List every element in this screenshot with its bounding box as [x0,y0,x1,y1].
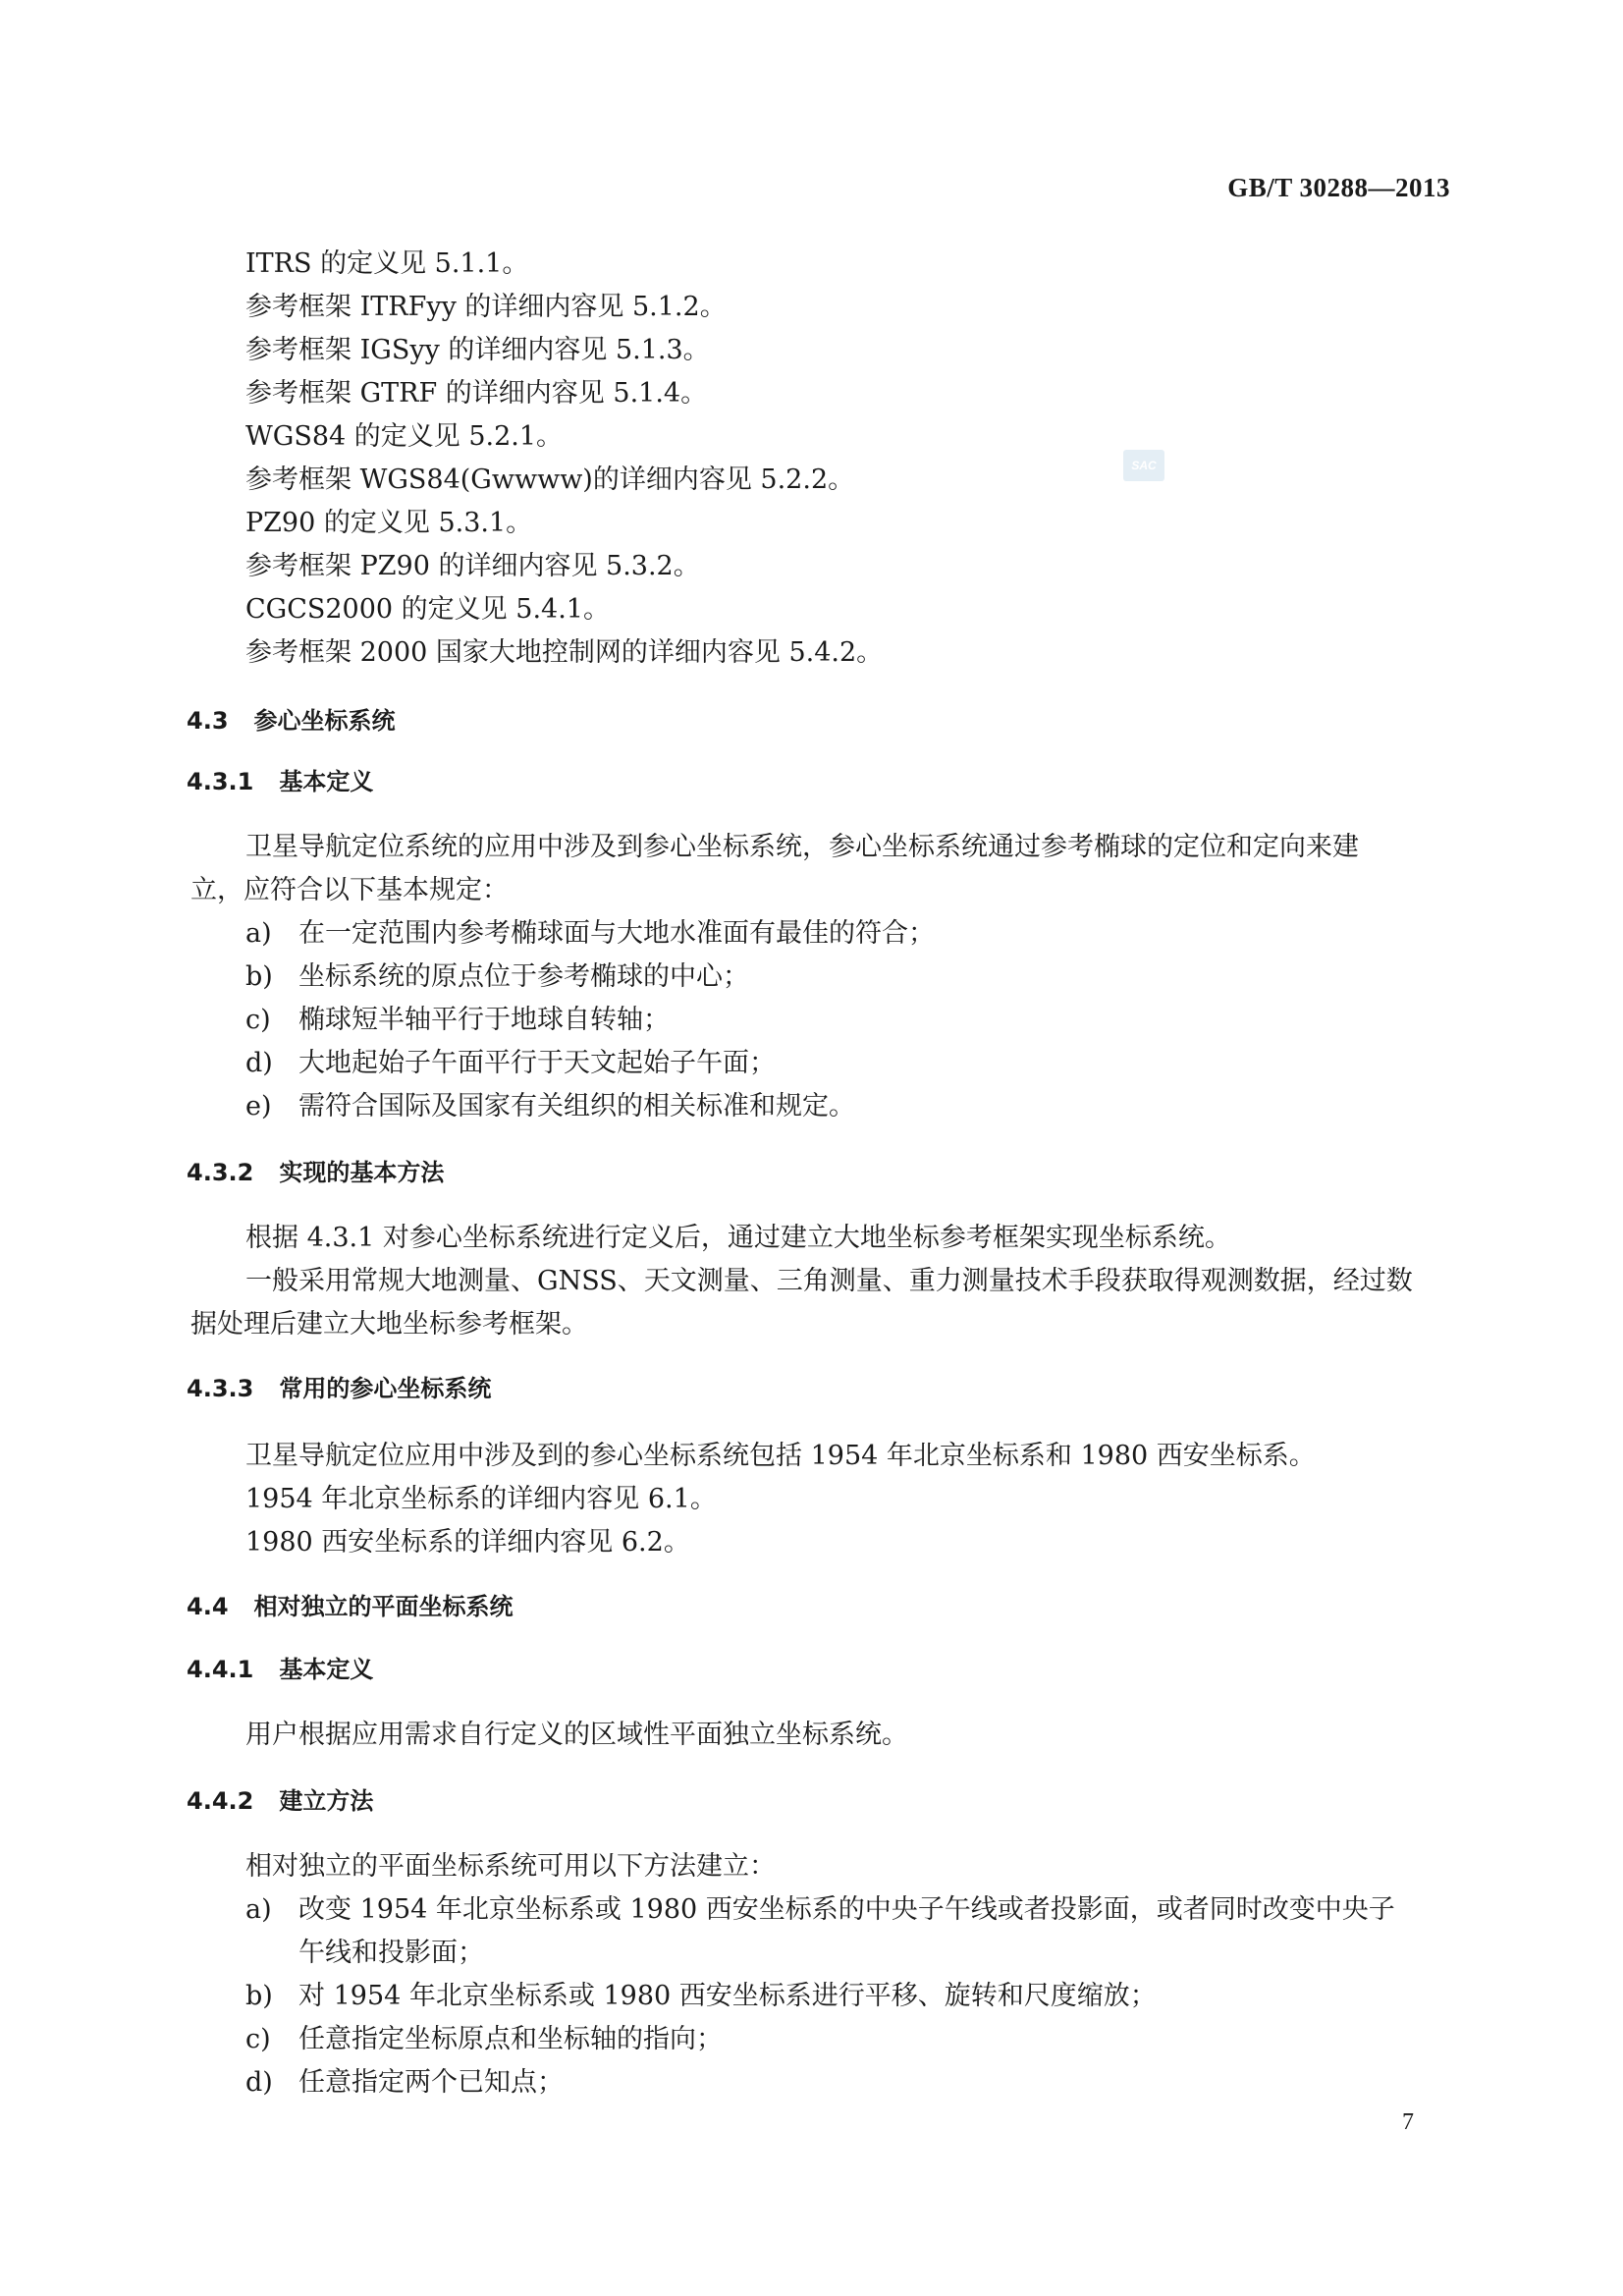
paragraph-line: 相对独立的平面坐标系统可用以下方法建立： [245,1851,776,1882]
section-number: 4.4 [187,1593,229,1620]
intro-line: WGS84 的定义见 5.2.1。 [245,421,564,452]
list-item: 需符合国际及国家有关组织的相关标准和规定。 [298,1091,855,1121]
section-number: 4.3 [187,707,229,735]
watermark-text: SAC [1131,459,1157,472]
section-title: 实现的基本方法 [279,1159,445,1186]
list-item: 坐标系统的原点位于参考椭球的中心； [298,961,749,992]
intro-line: 参考框架 ITRFyy 的详细内容见 5.1.2。 [245,292,727,322]
section-heading-4-3 [187,705,396,737]
paragraph-line: 据处理后建立大地坐标参考框架。 [190,1309,588,1339]
standard-code: GB/T 30288—2013 [1227,173,1450,202]
list-item: 大地起始子午面平行于天文起始子午面； [298,1048,776,1078]
section-number: 4.3.2 [187,1159,254,1186]
list-item: 改变 1954 年北京坐标系或 1980 西安坐标系的中央子午线或者投影面，或者同时改变中央子 [298,1894,1395,1925]
section-title: 常用的参心坐标系统 [279,1375,492,1402]
page-number: 7 [1402,2109,1414,2135]
list-item-letter: d) [245,2067,273,2098]
section-number: 4.3.3 [187,1375,254,1402]
section-heading-4-3-2 [187,1157,444,1188]
paragraph-line: 卫星导航定位系统的应用中涉及到参心坐标系统，参心坐标系统通过参考椭球的定位和定向来建 [245,832,1359,862]
list-item-letter: d) [245,1048,273,1078]
paragraph-line: 用户根据应用需求自行定义的区域性平面独立坐标系统。 [245,1720,908,1750]
list-item-letter: c) [245,2024,271,2054]
intro-line: 参考框架 PZ90 的详细内容见 5.3.2。 [245,551,700,581]
list-item-letter: a) [245,1894,272,1925]
section-number: 4.4.2 [187,1787,254,1815]
intro-line: 参考框架 2000 国家大地控制网的详细内容见 5.4.2。 [245,637,884,668]
intro-line: PZ90 的定义见 5.3.1。 [245,508,533,538]
list-item-letter: a) [245,918,272,949]
paragraph-line: 1954 年北京坐标系的详细内容见 6.1。 [245,1484,717,1514]
section-heading-4-3-1 [187,766,373,797]
list-item-letter: b) [245,1981,273,2011]
list-item: 在一定范围内参考椭球面与大地水准面有最佳的符合； [298,918,935,949]
section-title: 参心坐标系统 [253,707,396,735]
section-title: 建立方法 [279,1787,374,1815]
paragraph-line: 1980 西安坐标系的详细内容见 6.2。 [245,1527,690,1558]
section-number: 4.4.1 [187,1656,254,1683]
section-heading-4-4-2 [187,1785,373,1817]
section-title: 基本定义 [279,768,374,795]
intro-line: CGCS2000 的定义见 5.4.1。 [245,594,610,625]
paragraph-line: 卫星导航定位应用中涉及到的参心坐标系统包括 1954 年北京坐标系和 1980 西安坐标系。 [245,1441,1316,1471]
list-item-continuation: 午线和投影面； [298,1938,484,1968]
section-heading-4-3-3 [187,1373,491,1404]
intro-line: ITRS 的定义见 5.1.1。 [245,248,529,279]
intro-line: 参考框架 GTRF 的详细内容见 5.1.4。 [245,378,708,409]
paragraph-line: 根据 4.3.1 对参心坐标系统进行定义后，通过建立大地坐标参考框架实现坐标系统。 [245,1223,1231,1253]
section-title: 基本定义 [279,1656,374,1683]
paragraph-line: 一般采用常规大地测量、GNSS、天文测量、三角测量、重力测量技术手段获取得观测数据，经过数 [245,1266,1413,1296]
list-item: 任意指定两个已知点； [298,2067,564,2098]
list-item: 任意指定坐标原点和坐标轴的指向； [298,2024,723,2054]
list-item-letter: c) [245,1005,271,1035]
intro-line: 参考框架 IGSyy 的详细内容见 5.1.3。 [245,335,710,365]
sac-watermark-logo [1123,450,1164,481]
section-number: 4.3.1 [187,768,254,795]
section-heading-4-4 [187,1591,514,1622]
list-item-letter: b) [245,961,273,992]
paragraph-line: 立，应符合以下基本规定： [190,875,509,905]
list-item: 对 1954 年北京坐标系或 1980 西安坐标系进行平移、旋转和尺度缩放； [298,1981,1157,2011]
section-heading-4-4-1 [187,1654,373,1685]
list-item: 椭球短半轴平行于地球自转轴； [298,1005,670,1035]
intro-line: 参考框架 WGS84(Gwwww)的详细内容见 5.2.2。 [245,465,855,495]
list-item-letter: e) [245,1091,272,1121]
section-title: 相对独立的平面坐标系统 [253,1593,514,1620]
